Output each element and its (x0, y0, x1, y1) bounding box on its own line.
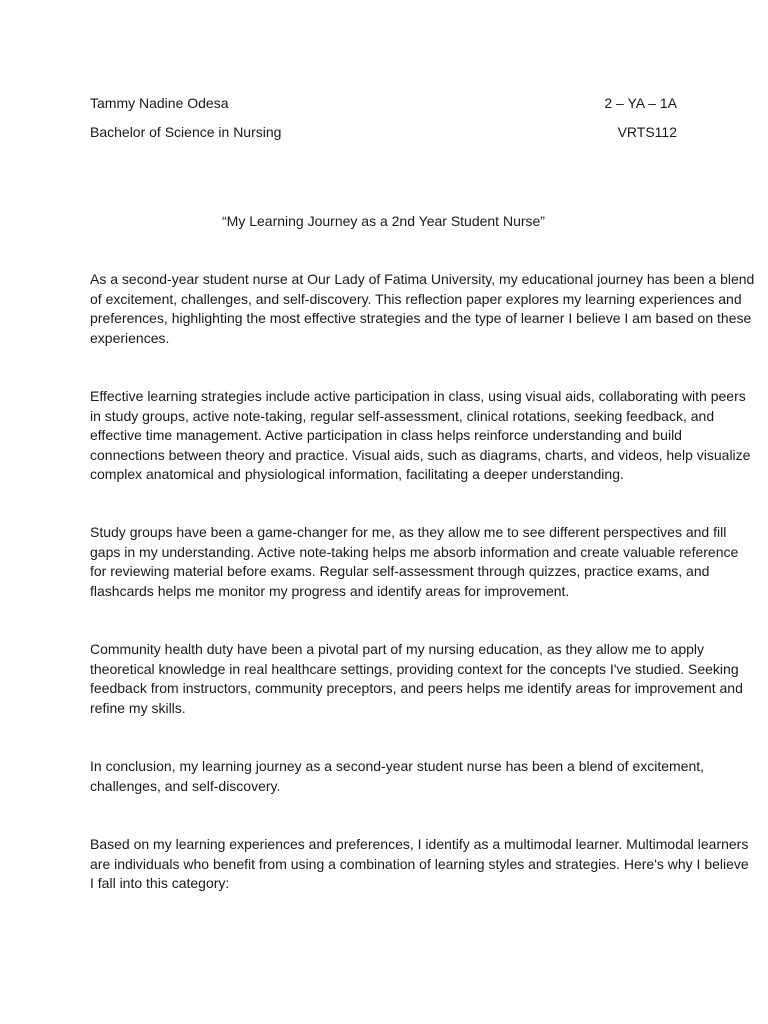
paragraph-line: flashcards helps me monitor my progress and identify areas for improvement. (90, 582, 570, 599)
paragraph-line: preferences, highlighting the most effective strategies and the type of learner I believe I am based on these (90, 310, 752, 326)
program-name: Bachelor of Science in Nursing (90, 124, 282, 140)
header-row-student (90, 93, 677, 113)
paragraph-line: are individuals who benefit from using a combination of learning styles and strategies. Here's why I believe (90, 855, 749, 872)
paragraph-line: in study groups, active note-taking, regular self-assessment, clinical rotations, seeking feedback, and (90, 407, 715, 424)
paragraph-line: theoretical knowledge in real healthcare settings, providing context for the concepts I've studied. Seeking (90, 660, 739, 677)
paragraph-line: for reviewing material before exams. Regular self-assessment through quizzes, practice exams, and (90, 563, 710, 579)
paragraph-line: of excitement, challenges, and self-discovery. This reflection paper explores my learning experiences and (90, 290, 742, 307)
paragraph-conclusion (90, 757, 705, 796)
paragraph-line: I fall into this category: (90, 875, 230, 891)
paragraph-line: gaps in my understanding. Active note-taking helps me absorb information and create valuable reference (90, 543, 739, 560)
paragraph-line: effective time management. Active participation in class helps reinforce understanding and build (90, 427, 682, 443)
paragraph-study-groups (90, 523, 739, 601)
paragraph-intro (90, 270, 755, 348)
paragraph-line: refine my skills. (90, 699, 186, 716)
paragraph-community-health (90, 640, 743, 718)
header-row-program (90, 122, 677, 142)
student-name: Tammy Nadine Odesa (90, 95, 229, 111)
document-title: “My Learning Journey as a 2nd Year Student Nurse” (222, 213, 545, 229)
paragraph-line: complex anatomical and physiological information, facilitating a deeper understanding. (90, 466, 624, 482)
paragraph-multimodal (90, 835, 749, 894)
paragraph-line: challenges, and self-discovery. (90, 777, 281, 794)
paragraph-strategies (90, 387, 751, 485)
paragraph-line: feedback from instructors, community preceptors, and peers helps me identify areas for improvement and (90, 680, 743, 696)
course-code: VRTS112 (617, 124, 677, 140)
paragraph-line: connections between theory and practice. Visual aids, such as diagrams, charts, and videos, help visualize (90, 446, 751, 463)
paragraph-line: experiences. (90, 329, 170, 346)
paragraph-line: Effective learning strategies include active participation in class, using visual aids, collaborating with peers (90, 388, 746, 404)
paragraph-line: As a second-year student nurse at Our Lady of Fatima University, my educational journey has been a blend (90, 271, 755, 287)
paragraph-line: In conclusion, my learning journey as a second-year student nurse has been a blend of excitement, (90, 758, 705, 774)
paragraph-line: Community health duty have been a pivotal part of my nursing education, as they allow me to apply (90, 641, 705, 657)
student-section: 2 – YA – 1A (604, 95, 677, 111)
paragraph-line: Based on my learning experiences and preferences, I identify as a multimodal learner. Multimodal learners (90, 836, 749, 852)
paragraph-line: Study groups have been a game-changer for me, as they allow me to see different perspectives and fill (90, 524, 727, 540)
